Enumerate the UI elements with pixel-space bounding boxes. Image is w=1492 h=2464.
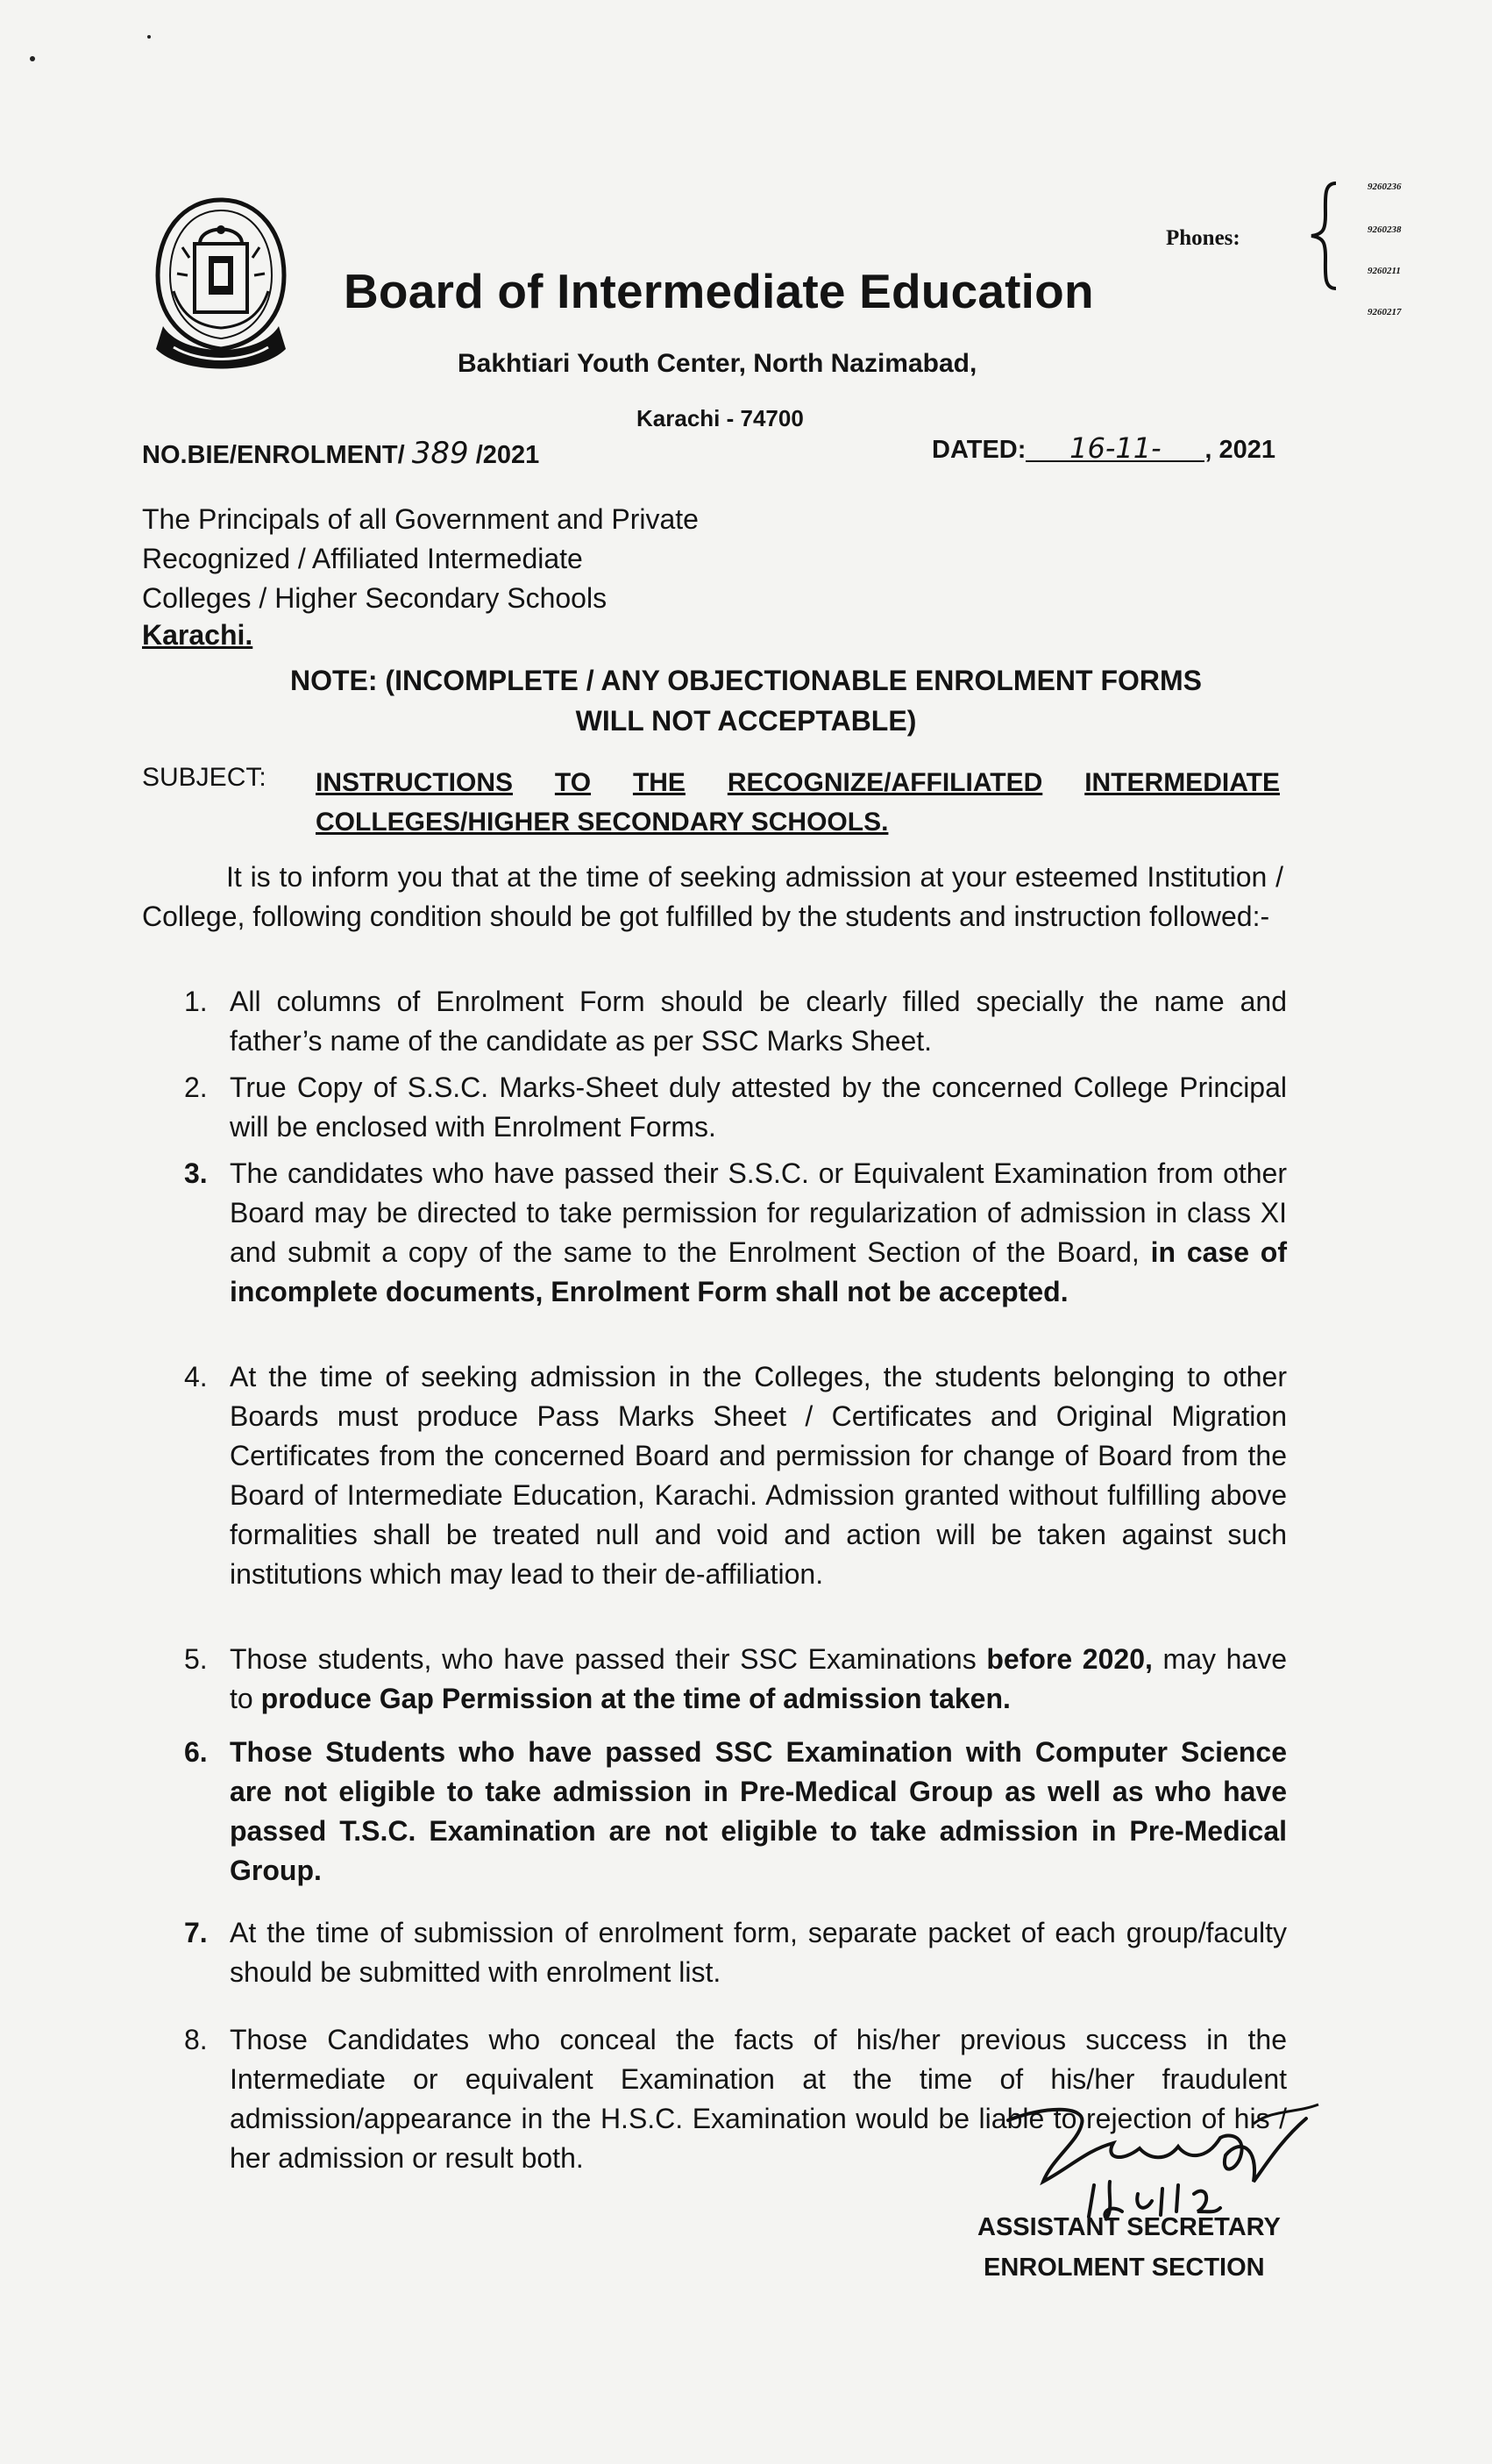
phones-label: Phones: (1166, 226, 1240, 250)
item-number: 3. (184, 1157, 208, 1189)
dated-label: DATED: (932, 436, 1027, 464)
addressee-line-2: Recognized / Affiliated Intermediate (142, 543, 583, 574)
handwritten-reference-number: 389 (411, 436, 469, 471)
item-text-bold: produce Gap Permission at the time of admission taken. (260, 1683, 1011, 1714)
phone-number: 9260236 (1368, 182, 1402, 192)
addressee-line-3: Colleges / Higher Secondary Schools (142, 582, 607, 614)
phone-number: 9260211 (1368, 266, 1401, 276)
scan-speck (147, 35, 151, 39)
handwritten-date: 16-11- (1026, 436, 1204, 462)
date-line (932, 431, 1276, 465)
organization-title: Board of Intermediate Education (344, 264, 1094, 318)
instruction-item-7 (184, 1913, 1287, 1992)
reference-prefix: NO.BIE/ENROLMENT/ (142, 441, 405, 469)
intro-paragraph: It is to inform you that at the time of seeking admission at your esteemed Institution / College, following condition should be got fulfilled by the students and instruction followed:- (142, 861, 1283, 932)
item-number: 2. (184, 1072, 208, 1103)
subject-word: INSTRUCTIONS (316, 768, 513, 797)
item-text: True Copy of S.S.C. Marks-Sheet duly attested by the concerned College Principal will be enclosed with Enrolment Forms. (230, 1072, 1287, 1143)
item-text: At the time of seeking admission in the Colleges, the students belonging to other Boards must produce Pass Marks Sheet / Certificates and Original Migration Certificates from the concerned Board and permission for change of Board from the Board of Intermediate Education, Karachi. Admission granted without fulfilling above formalities shall be treated null and void and action will be taken against such institutions which may lead to their de-affiliation. (230, 1361, 1287, 1590)
scan-speck (30, 56, 35, 61)
reference-suffix: /2021 (475, 441, 540, 469)
item-number: 4. (184, 1361, 208, 1392)
item-text: Those Candidates who conceal the facts of his/her previous success in the Intermediate or equivalent Examination at the time of his/her fraudulent admission/appearance in the H.S.C. Examination would be liable to rejection of his / her admission or result both. (230, 2024, 1287, 2174)
note-line-2: WILL NOT ACCEPTABLE) (575, 705, 917, 737)
item-number: 5. (184, 1643, 208, 1675)
address-line-1: Bakhtiari Youth Center, North Nazimabad, (458, 349, 977, 378)
item-number: 8. (184, 2024, 208, 2055)
item-text: Those Students who have passed SSC Examination with Computer Science are not eligible to take admission in Pre-Medical Group as well as who have passed T.S.C. Examination are not eligible to take admission in Pre-Medical Group. (230, 1736, 1287, 1886)
handwritten-signature (991, 2097, 1324, 2229)
address-line-2: Karachi - 74700 (636, 405, 804, 431)
subject-word: TO (554, 768, 592, 797)
note-line-1: NOTE: (INCOMPLETE / ANY OBJECTIONABLE ENROLMENT FORMS (289, 665, 1202, 696)
instruction-item-6 (184, 1733, 1287, 1891)
signatory-title: ASSISTANT SECRETARY (977, 2213, 1281, 2241)
item-number: 7. (184, 1917, 208, 1948)
instruction-item-4 (184, 1357, 1287, 1594)
subject-word: RECOGNIZE/AFFILIATED (727, 768, 1043, 797)
instruction-item-3 (184, 1154, 1288, 1312)
item-text: All columns of Enrolment Form should be clearly filled specially the name and father’s name of the candidate as per SSC Marks Sheet. (230, 986, 1287, 1057)
subject-word: INTERMEDIATE (1084, 768, 1280, 797)
instruction-item-1 (184, 982, 1287, 1061)
dated-year: , 2021 (1204, 436, 1276, 464)
signatory-section: ENROLMENT SECTION (984, 2254, 1265, 2282)
item-text: The candidates who have passed their S.S.C. or Equivalent Examination from other Board may be directed to take permission for regularization of admission in class XI and submit a copy of the same to the Enrolment Section of the Board, (230, 1157, 1287, 1268)
addressee-city: Karachi. (142, 619, 253, 651)
phone-number: 9260238 (1368, 224, 1402, 235)
item-text: At the time of submission of enrolment form, separate packet of each group/faculty should be submitted with enrolment list. (230, 1917, 1287, 1988)
subject-word: THE (632, 768, 686, 797)
instruction-item-2 (184, 1068, 1287, 1147)
instruction-item-5 (184, 1640, 1288, 1719)
item-number: 1. (184, 986, 208, 1017)
curly-brace-icon (1304, 180, 1343, 292)
phone-number: 9260217 (1368, 307, 1402, 317)
subject-line-2: COLLEGES/HIGHER SECONDARY SCHOOLS. (316, 808, 889, 837)
reference-number (142, 436, 539, 471)
item-text: may have to (230, 1643, 1288, 1714)
subject-text (316, 763, 1280, 842)
addressee-line-1: The Principals of all Government and Private (142, 503, 699, 535)
item-number: 6. (184, 1736, 208, 1768)
item-text-bold: in case of incomplete documents, Enrolment Form shall not be accepted. (230, 1236, 1288, 1307)
subject-label: SUBJECT: (142, 763, 266, 792)
item-text-bold: before 2020, (986, 1643, 1153, 1675)
item-text: Those students, who have passed their SSC Examinations (230, 1643, 987, 1675)
board-seal-logo (147, 195, 295, 379)
